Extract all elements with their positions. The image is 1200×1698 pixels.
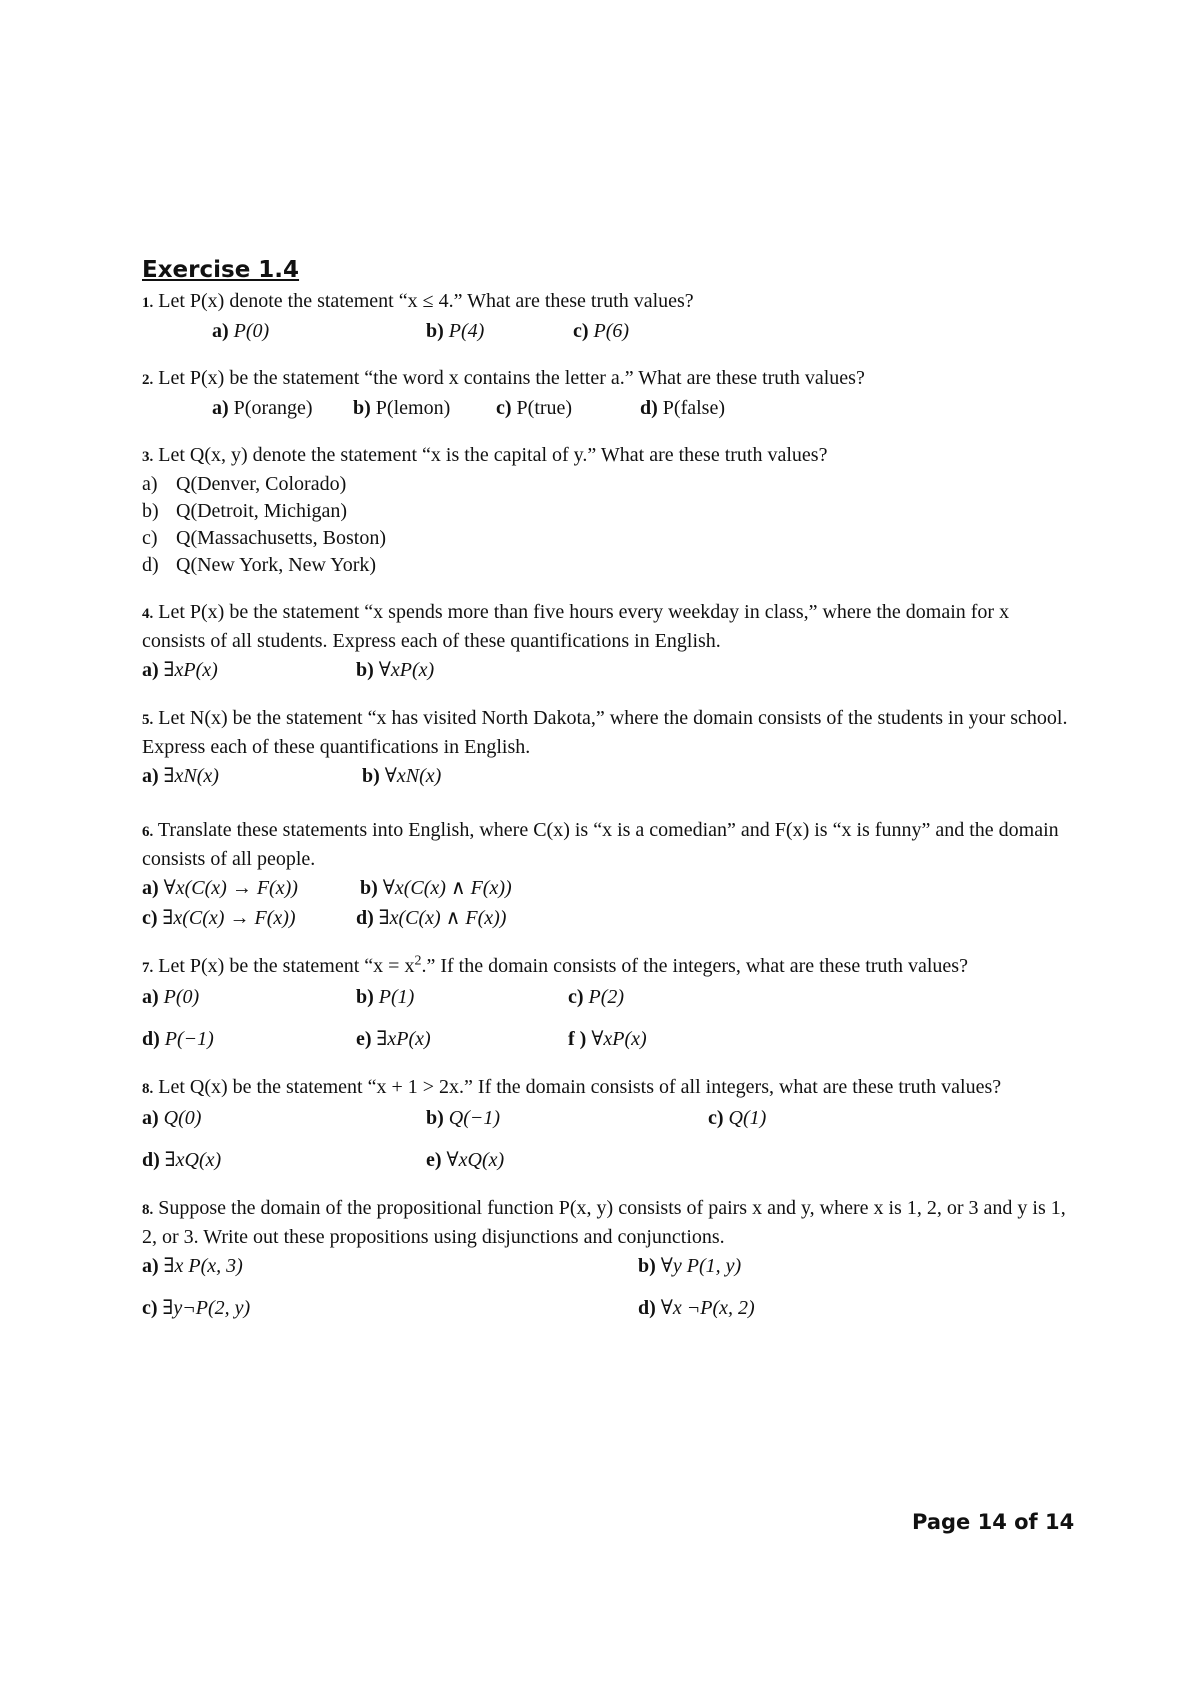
option-a: a) ∃xN(x) [142, 765, 219, 787]
question-text: Let Q(x, y) denote the statement “x is the capital of y.” What are these truth values? [158, 444, 828, 466]
question-text: Let P(x) be the statement “x spends more than five hours every weekday in class,” where the domain for x consists of all students. Express each of these quantifications in English. [142, 601, 1010, 652]
option-a: a) ∀x(C(x) → F(x)) [142, 877, 298, 899]
option-c: c) P(6) [573, 320, 630, 342]
question-text: Let P(x) denote the statement “x ≤ 4.” What are these truth values? [158, 290, 694, 312]
option-c: c) ∃x(C(x) → F(x)) [142, 907, 296, 929]
option-b: b) ∀xP(x) [356, 659, 435, 681]
question-1-options [142, 317, 1072, 345]
question-6-options-row-2 [142, 903, 1072, 933]
question-6-options-row-1 [142, 873, 1072, 903]
question-number: 8. [142, 1202, 154, 1218]
question-number: 1. [142, 295, 154, 311]
question-6 [142, 817, 1072, 873]
option-d: d) P(−1) [142, 1028, 214, 1050]
option-b: b) Q(−1) [426, 1107, 501, 1129]
option-e: e) ∀xQ(x) [426, 1149, 505, 1171]
question-8 [142, 1074, 1072, 1103]
option-a: a) P(orange) [212, 397, 313, 419]
option-b: b) P(lemon) [353, 397, 451, 419]
question-5 [142, 705, 1072, 734]
question-number: 6. [142, 824, 154, 840]
option-c: c) ∃y¬P(2, y) [142, 1297, 251, 1319]
option-d: d) Q(New York, New York) [142, 554, 377, 576]
question-5-options [142, 761, 1072, 791]
question-text: Translate these statements into English, where C(x) is “x is a comedian” and F(x) is “x is funny” and the domain consists of all people. [142, 819, 1059, 870]
exercise-title: Exercise 1.4 [142, 257, 300, 283]
option-f: f ) ∀xP(x) [568, 1028, 647, 1050]
option-a: a) Q(Denver, Colorado) [142, 473, 347, 495]
question-1 [142, 288, 1072, 317]
question-number: 3. [142, 449, 154, 465]
option-c: c) Q(1) [708, 1107, 767, 1129]
question-text: Suppose the domain of the propositional function P(x, y) consists of pairs x and y, where x is 1, 2, or 3 and y is 1, 2, or 3. Write out these propositions using disjunctions and conjunctions. [142, 1197, 1066, 1248]
question-8-options-row-2 [142, 1145, 1072, 1175]
option-b: b) ∀y P(1, y) [638, 1255, 742, 1277]
option-d: d) ∃x(C(x) ∧ F(x)) [356, 907, 507, 929]
option-b: b) Q(Detroit, Michigan) [142, 500, 348, 522]
question-7-options-row-2 [142, 1024, 1072, 1054]
question-9 [142, 1195, 1072, 1251]
option-a: a) P(0) [212, 320, 270, 342]
question-text: Let P(x) be the statement “$x = x^2$.” If the domain consists of the integers, what are these truth values? [158, 953, 968, 977]
question-2-options [142, 394, 1072, 422]
question-number: 8. [142, 1081, 154, 1097]
option-b: b) ∀xN(x) [362, 765, 442, 787]
question-3 [142, 442, 1072, 471]
question-number: 2. [142, 372, 154, 388]
question-number: 7. [142, 960, 154, 976]
question-number: 4. [142, 606, 154, 622]
option-c: c) P(2) [568, 986, 625, 1008]
option-b: b) P(1) [356, 986, 415, 1008]
question-9-options-row-2 [142, 1293, 1072, 1323]
question-4-options [142, 655, 1072, 685]
option-a: a) Q(0) [142, 1107, 202, 1129]
question-7 [142, 953, 1072, 982]
option-c: c) P(true) [496, 397, 573, 419]
option-d: d) P(false) [640, 397, 725, 419]
question-text: Let Q(x) be the statement “x + 1 > 2x.” If the domain consists of all integers, what are these truth values? [158, 1076, 1002, 1098]
question-3-options [142, 471, 1072, 579]
question-4 [142, 599, 1072, 655]
question-5-instruction: Express each of these quantifications in English. [142, 736, 531, 758]
question-number: 5. [142, 712, 154, 728]
option-c: c) Q(Massachusetts, Boston) [142, 527, 386, 549]
option-b: b) P(4) [426, 320, 485, 342]
option-b: b) ∀x(C(x) ∧ F(x)) [360, 877, 512, 899]
question-8-options-row-1 [142, 1103, 1072, 1133]
question-text: Let P(x) be the statement “the word x contains the letter a.” What are these truth values? [158, 367, 865, 389]
question-9-options-row-1 [142, 1251, 1072, 1281]
option-a: a) ∃xP(x) [142, 659, 218, 681]
option-e: e) ∃xP(x) [356, 1028, 431, 1050]
question-7-options-row-1 [142, 982, 1072, 1012]
option-d: d) ∃xQ(x) [142, 1149, 222, 1171]
option-a: a) P(0) [142, 986, 200, 1008]
question-2 [142, 365, 1072, 394]
option-d: d) ∀x ¬P(x, 2) [638, 1297, 755, 1319]
option-a: a) ∃x P(x, 3) [142, 1255, 243, 1277]
page-number: Page 14 of 14 [912, 1510, 1075, 1534]
question-text: Let N(x) be the statement “x has visited North Dakota,” where the domain consists of the students in your school. [158, 707, 1068, 729]
exercise-page [142, 255, 1072, 1323]
